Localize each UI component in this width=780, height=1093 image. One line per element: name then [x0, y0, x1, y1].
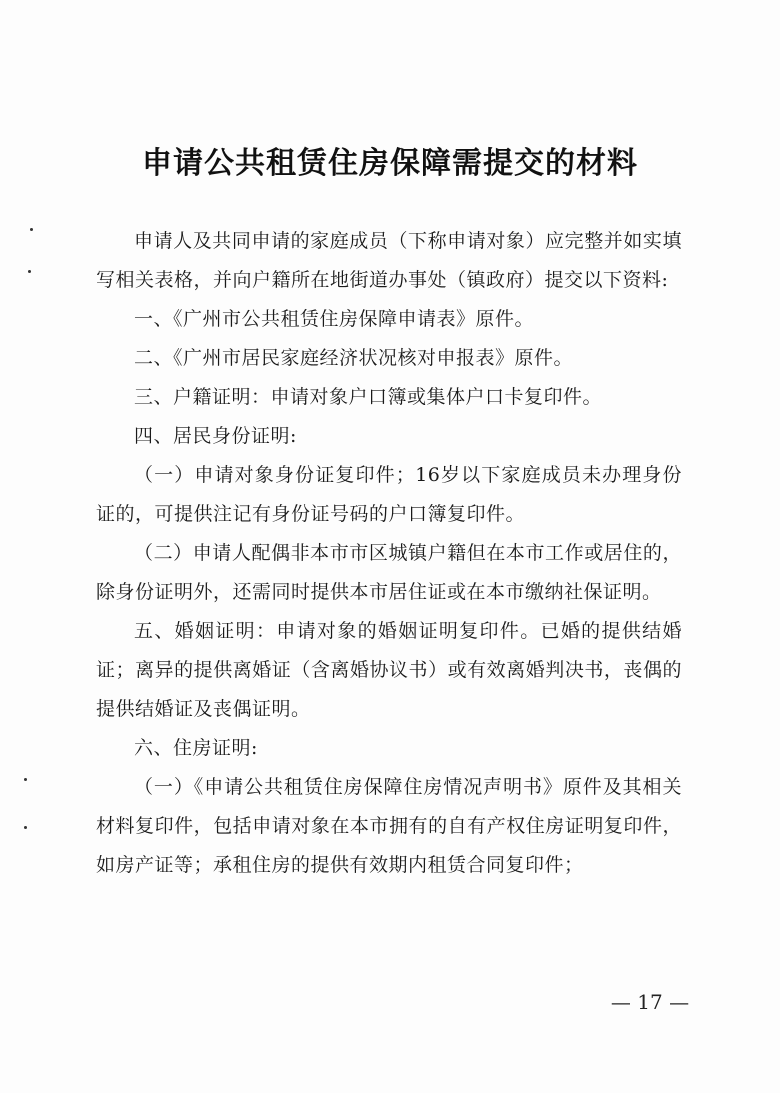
paragraph-item-4-1: （一）申请对象身份证复印件；16岁以下家庭成员未办理身份证的，可提供注记有身份证号码的户口簿复印件。: [96, 464, 682, 525]
paragraph-item-3: 三、户籍证明：申请对象户口簿或集体户口卡复印件。: [134, 386, 603, 408]
paragraph-item-6-1: （一）《申请公共租赁住房保障住房情况声明书》原件及其相关材料复印件，包括申请对象在本市拥有的自有产权住房证明复印件，如房产证等；承租住房的提供有效期内租赁合同复印件；: [96, 776, 682, 876]
paragraph-item-5: 五、婚姻证明：申请对象的婚姻证明复印件。已婚的提供结婚证；离异的提供离婚证（含离婚协议书）或有效离婚判决书，丧偶的提供结婚证及丧偶证明。: [96, 620, 682, 720]
paragraph-item-4: 四、居民身份证明:: [134, 425, 297, 447]
paragraph-intro: 申请人及共同申请的家庭成员（下称申请对象）应完整并如实填写相关表格，并向户籍所在地街道办事处（镇政府）提交以下资料:: [96, 230, 682, 291]
paragraph-item-6: 六、住房证明:: [134, 737, 258, 759]
page-number: — 17 —: [610, 990, 690, 1014]
page-title: 申请公共租赁住房保障需提交的材料: [142, 146, 638, 181]
scan-mark: [30, 228, 33, 231]
paragraph-item-4-2: （二）申请人配偶非本市市区城镇户籍但在本市工作或居住的，除身份证明外，还需同时提供本市居住证或在本市缴纳社保证明。: [96, 542, 682, 603]
scan-mark: [28, 270, 31, 273]
document-body: [96, 222, 682, 885]
scan-mark: [24, 778, 27, 781]
scan-mark: [24, 826, 27, 829]
paragraph-item-2: 二、《广州市居民家庭经济状况核对申报表》原件。: [134, 347, 574, 369]
paragraph-item-1: 一、《广州市公共租赁住房保障申请表》原件。: [134, 308, 535, 330]
